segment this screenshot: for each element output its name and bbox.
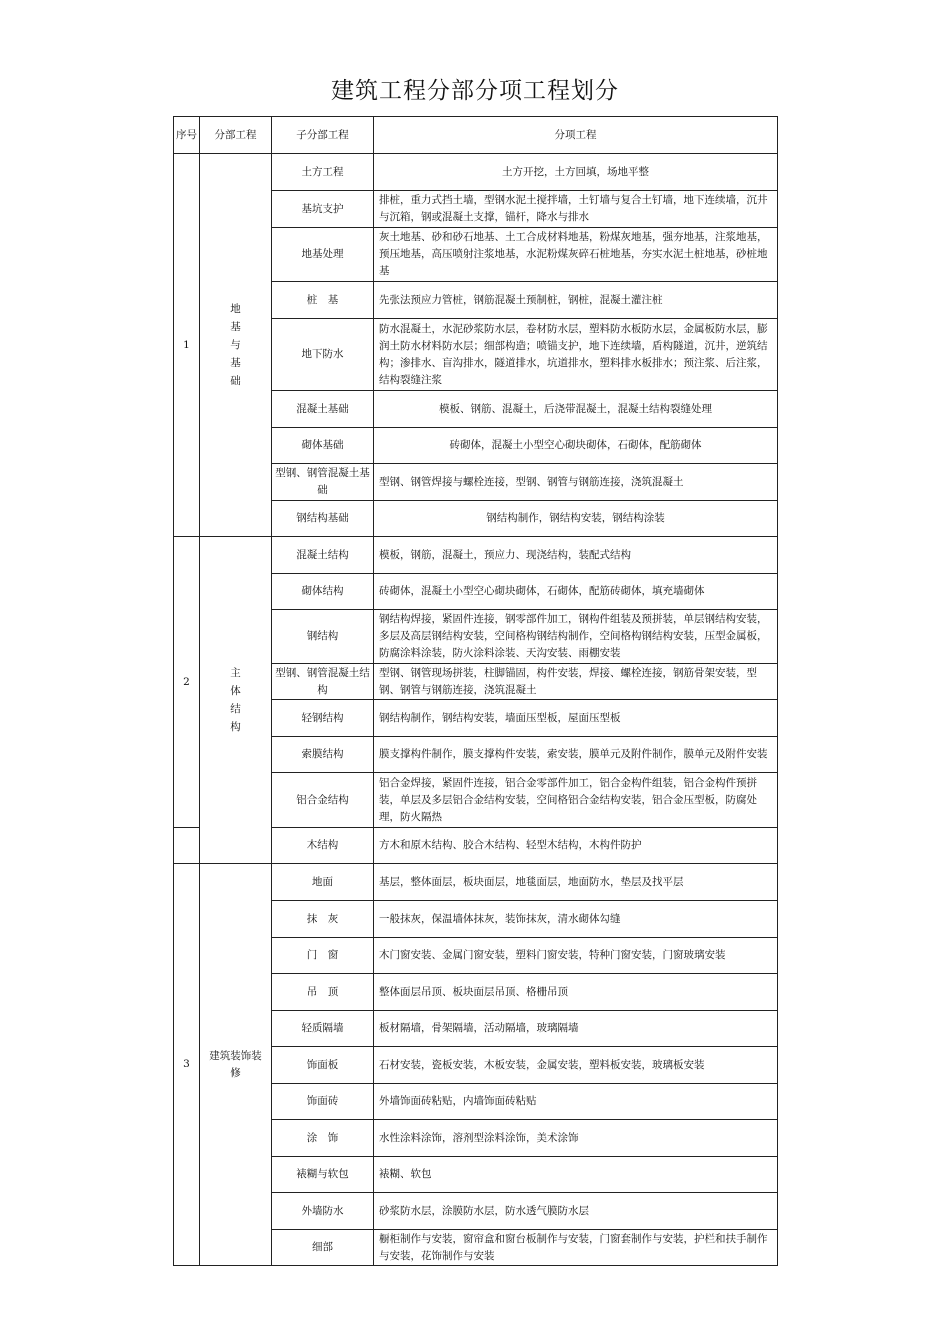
subdivision-cell: 涂 饰	[272, 1120, 374, 1157]
division-cell	[200, 864, 272, 1266]
subdivision-cell: 土方工程	[272, 154, 374, 191]
seq-cell: 2	[174, 537, 200, 828]
items-cell: 钢结构焊接，紧固件连接，钢零部件加工，钢构件组装及预拼装，单层钢结构安装，多层及高层钢结构安装，空间格构钢结构制作，空间格构钢结构安装，压型金属板，防腐涂料涂装，防火涂料涂装、天沟安装、雨棚安装	[374, 610, 778, 664]
items-cell: 方木和原木结构、胶合木结构、轻型木结构，木构件防护	[374, 828, 778, 864]
subdivision-cell: 轻质隔墙	[272, 1011, 374, 1047]
header-division: 分部工程	[200, 117, 272, 154]
items-cell: 基层，整体面层，板块面层，地毯面层，地面防水，垫层及找平层	[374, 864, 778, 901]
items-cell: 裱糊、软包	[374, 1157, 778, 1193]
items-cell: 灰土地基、砂和砂石地基、土工合成材料地基，粉煤灰地基，强夯地基，注浆地基，预压地基，高压喷射注浆地基，水泥粉煤灰碎石桩地基，夯实水泥土桩地基，砂桩地基	[374, 228, 778, 282]
items-cell: 外墙饰面砖粘贴，内墙饰面砖粘贴	[374, 1084, 778, 1120]
subdivision-cell: 铝合金结构	[272, 773, 374, 828]
subdivision-cell: 地基处理	[272, 228, 374, 282]
table-row	[174, 537, 778, 574]
subdivision-cell: 钢结构基础	[272, 501, 374, 537]
items-cell: 土方开挖，土方回填，场地平整	[374, 154, 778, 191]
table-header-row	[174, 117, 778, 154]
items-cell: 砖砌体，混凝土小型空心砌块砌体，石砌体，配筋砖砌体，填充墙砌体	[374, 574, 778, 610]
subdivision-cell: 型钢、钢管混凝土基础	[272, 464, 374, 501]
items-cell: 型钢、钢管现场拼装，柱脚锚固，构件安装，焊接、螺栓连接，钢筋骨架安装，型钢、钢管与钢筋连接，浇筑混凝土	[374, 664, 778, 700]
subdivision-cell: 轻钢结构	[272, 700, 374, 737]
items-cell: 模板、钢筋、混凝土，后浇带混凝土，混凝土结构裂缝处理	[374, 391, 778, 428]
items-cell: 板材隔墙，骨架隔墙，活动隔墙，玻璃隔墙	[374, 1011, 778, 1047]
table-row	[174, 154, 778, 191]
subdivision-cell: 基坑支护	[272, 191, 374, 228]
subdivision-cell: 吊 顶	[272, 974, 374, 1011]
division-cell	[200, 154, 272, 537]
subdivision-cell: 混凝土基础	[272, 391, 374, 428]
items-cell: 橱柜制作与安装，窗帘盒和窗台板制作与安装，门窗套制作与安装，护栏和扶手制作与安装，花饰制作与安装	[374, 1230, 778, 1266]
subdivision-cell: 裱糊与软包	[272, 1157, 374, 1193]
header-subdivision: 子分部工程	[272, 117, 374, 154]
items-cell: 型钢、钢管焊接与螺栓连接，型钢、钢管与钢筋连接，浇筑混凝土	[374, 464, 778, 501]
items-cell: 整体面层吊顶、板块面层吊顶、格栅吊顶	[374, 974, 778, 1011]
seq-cell-empty	[174, 828, 200, 864]
subdivision-cell: 外墙防水	[272, 1193, 374, 1230]
subdivision-cell: 饰面板	[272, 1047, 374, 1084]
subdivision-cell: 木结构	[272, 828, 374, 864]
division-label: 建筑装饰装修	[209, 1049, 262, 1079]
subdivision-cell: 门 窗	[272, 938, 374, 974]
table-row	[174, 864, 778, 901]
subdivision-cell: 桩 基	[272, 282, 374, 319]
division-table	[173, 116, 778, 1266]
subdivision-cell: 抹 灰	[272, 901, 374, 938]
items-cell: 钢结构制作，钢结构安装，钢结构涂装	[374, 501, 778, 537]
subdivision-cell: 细部	[272, 1230, 374, 1266]
subdivision-cell: 索膜结构	[272, 737, 374, 773]
subdivision-cell: 地下防水	[272, 319, 374, 391]
items-cell: 排桩，重力式挡土墙，型钢水泥土搅拌墙，土钉墙与复合土钉墙，地下连续墙，沉井与沉箱，钢或混凝土支撑，锚杆，降水与排水	[374, 191, 778, 228]
items-cell: 膜支撑构件制作，膜支撑构件安装，索安装，膜单元及附件制作，膜单元及附件安装	[374, 737, 778, 773]
subdivision-cell: 地面	[272, 864, 374, 901]
items-cell: 石材安装，瓷板安装，木板安装，金属安装，塑料板安装，玻璃板安装	[374, 1047, 778, 1084]
items-cell: 先张法预应力管桩，钢筋混凝土预制桩，钢桩，混凝土灌注桩	[374, 282, 778, 319]
items-cell: 砖砌体，混凝土小型空心砌块砌体，石砌体，配筋砌体	[374, 428, 778, 464]
subdivision-cell: 饰面砖	[272, 1084, 374, 1120]
items-cell: 模板，钢筋，混凝土，预应力、现浇结构，装配式结构	[374, 537, 778, 574]
items-cell: 砂浆防水层，涂膜防水层，防水透气膜防水层	[374, 1193, 778, 1230]
items-cell: 水性涂料涂饰，溶剂型涂料涂饰，美术涂饰	[374, 1120, 778, 1157]
items-cell: 一般抹灰，保温墙体抹灰，装饰抹灰，清水砌体勾缝	[374, 901, 778, 938]
subdivision-cell: 砌体结构	[272, 574, 374, 610]
subdivision-cell: 型钢、钢管混凝土结构	[272, 664, 374, 700]
subdivision-cell: 砌体基础	[272, 428, 374, 464]
seq-cell: 3	[174, 864, 200, 1266]
subdivision-cell: 混凝土结构	[272, 537, 374, 574]
subdivision-cell: 钢结构	[272, 610, 374, 664]
division-label: 主体结构	[230, 667, 241, 733]
items-cell: 防水混凝土，水泥砂浆防水层，卷材防水层，塑料防水板防水层，金属板防水层，膨润土防水材料防水层；细部构造；喷锚支护，地下连续墙，盾构隧道，沉井，逆筑结构；渗排水、盲沟排水，隧道排水，坑道排水，塑料排水板排水；预注浆、后注浆，结构裂缝注浆	[374, 319, 778, 391]
seq-cell: 1	[174, 154, 200, 537]
division-cell	[200, 537, 272, 864]
items-cell: 钢结构制作，钢结构安装，墙面压型板，屋面压型板	[374, 700, 778, 737]
page-title: 建筑工程分部分项工程划分	[331, 78, 619, 104]
items-cell: 铝合金焊接，紧固件连接，铝合金零部件加工，铝合金构件组装，铝合金构件预拼装，单层及多层铝合金结构安装，空间格铝合金结构安装，铝合金压型板，防腐处理，防火隔热	[374, 773, 778, 828]
header-items: 分项工程	[374, 117, 778, 154]
division-label: 地基与基础	[230, 303, 241, 387]
header-seq: 序号	[174, 117, 200, 154]
items-cell: 木门窗安装、金属门窗安装，塑料门窗安装，特种门窗安装，门窗玻璃安装	[374, 938, 778, 974]
